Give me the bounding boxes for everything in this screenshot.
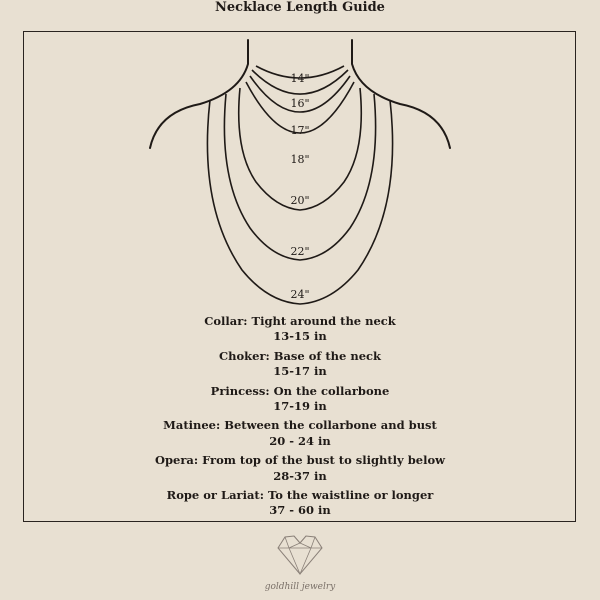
style-range: 15-17 in <box>273 364 327 379</box>
length-label-14: 14" <box>290 72 310 85</box>
style-princess <box>0 384 600 415</box>
brand-logo <box>0 532 600 592</box>
style-choker <box>0 349 600 380</box>
style-range: 13-15 in <box>273 329 327 344</box>
page-title: Necklace Length Guide <box>215 0 385 15</box>
style-range: 20 - 24 in <box>269 433 331 448</box>
style-descriptions <box>0 314 600 523</box>
style-range: 17-19 in <box>273 399 327 414</box>
necklace-chain-22 <box>224 94 375 260</box>
style-name-desc: Opera: From top of the bust to slightly below <box>154 453 446 468</box>
style-name-desc: Collar: Tight around the neck <box>204 314 396 328</box>
style-rope-lariat <box>0 488 600 519</box>
style-range: 37 - 60 in <box>269 503 331 518</box>
style-matinee <box>0 418 600 449</box>
length-label-22: 22" <box>290 245 310 258</box>
length-label-16: 16" <box>290 97 310 110</box>
style-range: 28-37 in <box>273 468 327 483</box>
length-label-24: 24" <box>290 288 310 301</box>
brand-name: goldhill jewelry <box>264 582 336 592</box>
style-opera <box>0 453 600 484</box>
style-name-desc: Rope or Lariat: To the waistline or longer <box>166 488 434 503</box>
style-name-desc: Matinee: Between the collarbone and bust <box>163 418 437 433</box>
style-collar <box>0 314 600 345</box>
geometric-heart-icon <box>275 532 325 576</box>
style-name-desc: Choker: Base of the neck <box>218 348 381 363</box>
length-label-20: 20" <box>290 194 310 207</box>
length-label-17: 17" <box>290 124 310 137</box>
length-label-18: 18" <box>290 153 310 166</box>
style-name-desc: Princess: On the collarbone <box>210 383 390 398</box>
